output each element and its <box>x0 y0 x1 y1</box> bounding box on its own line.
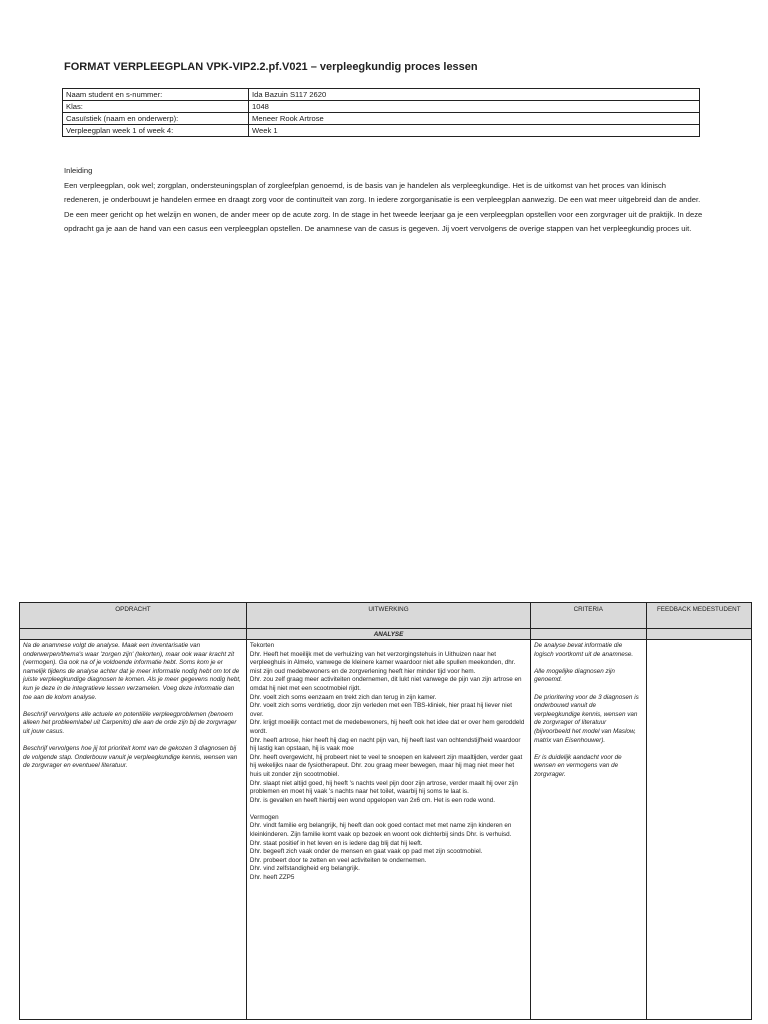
tekort-item: Dhr. slaapt niet altijd goed, hij heeft 's nachts veel pijn door zijn artrose, verder maalt hij over zijn problemen en moet hij vaak 's nachts naar het toilet, waarbij hij soms te laat is. <box>249 779 518 796</box>
info-row-class <box>63 101 700 113</box>
tekort-item: Dhr. voelt zich soms verdrietig, door zijn verleden met een TBS-kliniek, hier praat hij liever niet over. <box>249 702 512 718</box>
info-label: Verpleegplan week 1 of week 4: <box>63 125 249 137</box>
section-row <box>20 629 752 640</box>
vermogen-item: Dhr. vind zelfstandigheid erg belangrijk. <box>249 865 360 873</box>
table-header-row <box>20 603 752 629</box>
info-row-case <box>63 113 700 125</box>
tekort-item: Dhr. Heeft het moeilijk met de verhuizing van het verzorgingstehuis in Uithuizen naar het verpleeghuis in Almelo, vanwege de kleinere kamer waardoor niet alle spullen meekonden, dhr. mist zijn oud medebewoners en de zorgverlening heeft hier minder tijd voor hem. <box>249 650 516 675</box>
info-value: 1048 <box>249 101 700 113</box>
vermogen-item: Dhr. heeft ZZP5 <box>249 874 295 882</box>
vermogen-item: Dhr. vindt familie erg belangrijk, hij heeft dan ook goed contact met met name zijn kinderen en kleinkinderen. Zijn familie komt vaak op bezoek en woont ook dichterbij sinds Dhr. is verhuisd. <box>249 822 512 839</box>
header-uitwerking: UITWERKING <box>246 603 530 629</box>
introduction <box>64 164 704 237</box>
header-criteria: CRITERIA <box>531 603 646 629</box>
vermogen-item: Dhr. begeeft zich vaak onder de mensen en gaat vaak op pad met zijn scootmobiel. <box>249 848 483 856</box>
section-spacer <box>646 629 751 640</box>
feedback-cell[interactable] <box>646 640 751 1020</box>
info-value: Ida Bazuin S117 2620 <box>249 89 700 101</box>
header-feedback: FEEDBACK MEDESTUDENT <box>646 603 751 629</box>
info-row-week <box>63 125 700 137</box>
info-label: Casuïstiek (naam en onderwerp): <box>63 113 249 125</box>
opdracht-paragraph: Na de anamnese volgt de analyse. Maak een inventarisatie van onderwerpen/thema's waar 'zorgen zijn' (tekorten), maar ook waar kracht zit (vermogen). Ga ook na of je voldoende informatie hebt. Soms kom je er namelijk tijdens de analyse achter dat je meer informatie nodig hebt om tot de juiste verpleegkundige diagnosen te komen. Als je meer gegevens nodig hebt, kun je deze in de integratieve lessen verzamelen. Voeg deze informatie dan toe aan de kolom analyse. <box>23 642 241 701</box>
criteria-item: De analyse bevat informatie die logisch voortkomt uit de anamnese. <box>534 642 634 658</box>
opdracht-paragraph: Beschrijf vervolgens alle actuele en potentiële verpleegproblemen (benoem alleen het probleemlabel uit Carpenito) die aan de orde zijn bij de zorgvrager uit jouw casus. <box>23 710 237 735</box>
intro-heading: Inleiding <box>64 166 93 175</box>
info-row-student <box>63 89 700 101</box>
tekort-item: Dhr. voelt zich soms eenzaam en trekt zich dan terug in zijn kamer. <box>249 693 437 701</box>
criteria-cell <box>531 640 646 1020</box>
tekort-item: Dhr. krijgt moeilijk contact met de medebewoners, hij heeft ook het idee dat er over hem geroddeld wordt. <box>249 719 525 735</box>
criteria-item: Er is duidelijk aandacht voor de wensen en vermogens van de zorgvrager. <box>534 753 622 778</box>
header-opdracht: OPDRACHT <box>20 603 247 629</box>
opdracht-cell <box>20 640 247 1020</box>
section-label: ANALYSE <box>246 629 530 640</box>
vermogen-item: Dhr. probeert door te zetten en veel activiteiten te ondernemen. <box>249 856 427 864</box>
tekorten-heading: Tekorten <box>249 642 275 649</box>
section-spacer <box>531 629 646 640</box>
uitwerking-cell <box>246 640 530 1020</box>
tekort-item: Dhr. heeft overgewicht, hij probeert niet te veel te snoepen en kalveert zijn maaltijden, verder gaat hij wekelijks naar de fysiotherapeut. Dhr. zou graag meer bewegen, maar hij mag niet meer het huis uit zonder zijn scootmobiel. <box>249 753 523 778</box>
tekort-item: Dhr. zou zelf graag meer activiteiten ondernemen, dit lukt niet vanwege de pijn van zijn artrose en omdat hij niet met een scootmobiel rijdt. <box>249 676 522 692</box>
info-label: Klas: <box>63 101 249 113</box>
info-value: Week 1 <box>249 125 700 137</box>
tekort-item: Dhr. heeft artrose, hier heeft hij dag en nacht pijn van, hij heeft last van ochtendstijfheid waardoor hij lastig kan opstaan, hij is vaak moe <box>249 736 521 753</box>
section-spacer <box>20 629 247 640</box>
info-value: Meneer Rook Artrose <box>249 113 700 125</box>
tekort-item: Dhr. is gevallen en heeft hierbij een wond opgelopen van 2x6 cm. Het is een rode wond. <box>249 796 495 804</box>
opdracht-paragraph: Beschrijf vervolgens hoe jij tot prioriteit komt van de gekozen 3 diagnosen bij de volgende stap. Onderbouw vanuit je verpleegkundige kennis, wensen van de zorgvrager en eventueel literatuur. <box>23 745 238 770</box>
vermogen-heading: Vermogen <box>249 813 279 821</box>
criteria-item: De prioritering voor de 3 diagnosen is onderbouwd vanuit de verpleegkundige kennis, wensen van de zorgvrager of literatuur (bijvoorbeeld het model van Maslow, matrix van Eisenhouwer). <box>534 693 639 744</box>
vermogen-item: Dhr. staat positief in het leven en is iedere dag blij dat hij leeft. <box>249 839 423 847</box>
student-info-table <box>62 88 700 137</box>
document-title: FORMAT VERPLEEGPLAN VPK-VIP2.2.pf.V021 – verpleegkundig proces lessen <box>64 61 478 73</box>
table-row <box>20 640 752 1020</box>
analysis-table <box>19 602 752 1020</box>
info-label: Naam student en s-nummer: <box>63 89 249 101</box>
criteria-item: Alle mogelijke diagnosen zijn genoemd. <box>534 667 615 684</box>
intro-body: Een verpleegplan, ook wel; zorgplan, ondersteuningsplan of zorgleefplan genoemd, is de basis van je handelen als verpleegkundige. Het is de uitkomst van het proces van klinisch redeneren, je onderbouwt je handelen ermee en draagt zorg voor de continuïteit van zorg. In iedere zorgorganisatie is een verpleegplan aanwezig. De een wat meer uitgebreid dan de ander. De een meer gericht op het welzijn en wonen, de ander meer op de acute zorg. In de stage in het tweede leerjaar ga je een verpleegplan opstellen voor een zorgvrager uit de praktijk. In deze opdracht ga je aan de hand van een casus een verpleegplan opstellen. De anamnese van de casus is gegeven. Jij voert vervolgens de overige stappen van het verpleegkundig proces uit. <box>64 180 703 233</box>
